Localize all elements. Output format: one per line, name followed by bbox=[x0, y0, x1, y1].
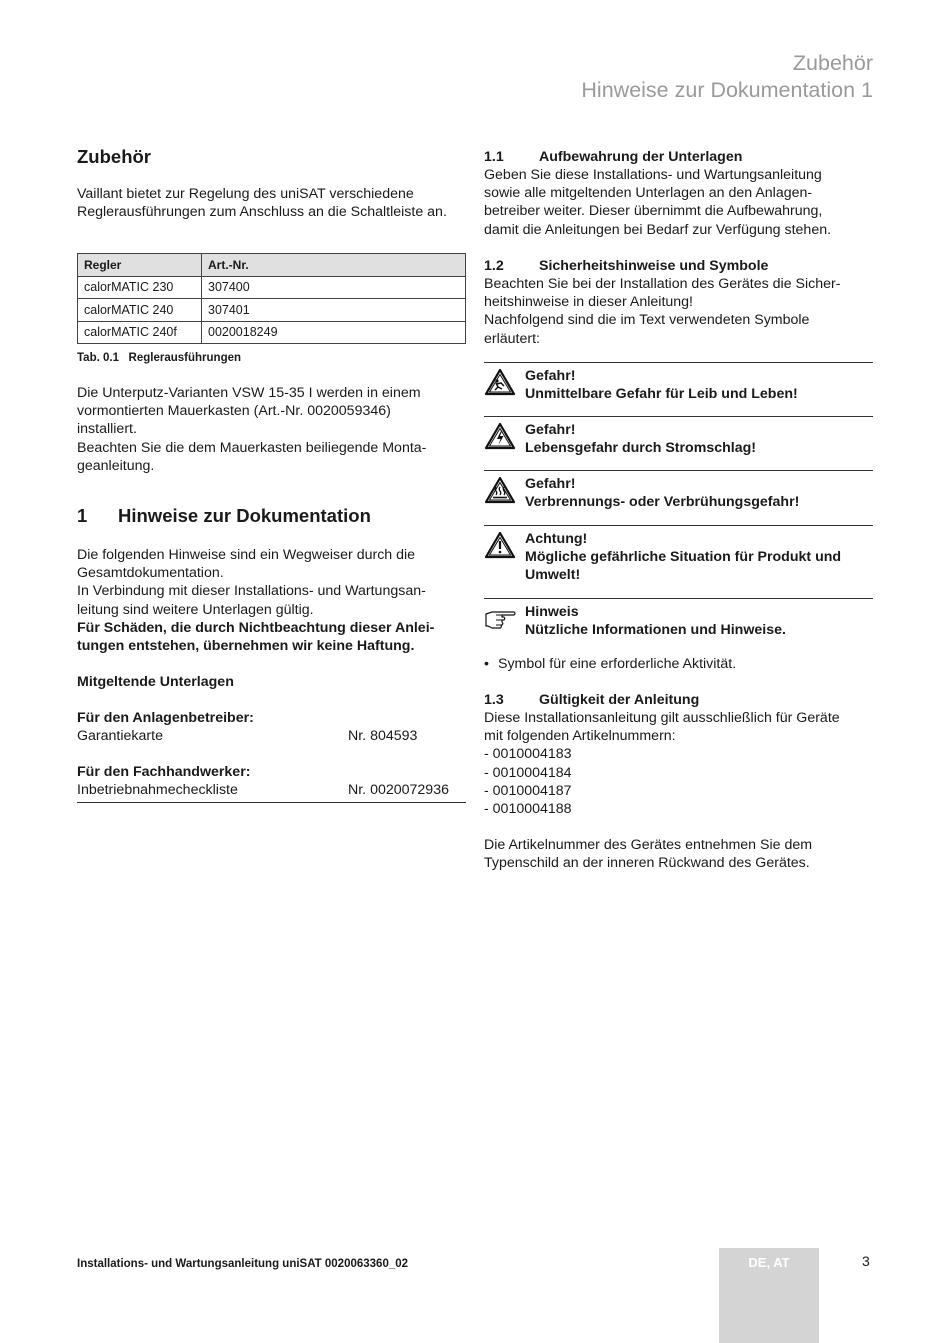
warning-message: Mögliche gefährliche Situation für Produkt und bbox=[525, 549, 842, 566]
fachhandwerker-doc-row bbox=[77, 781, 465, 799]
table-row bbox=[78, 321, 466, 344]
hot-surface-icon bbox=[484, 476, 516, 504]
doc-name: Garantiekarte bbox=[77, 728, 163, 744]
text-line: mit folgenden Artikelnummern: bbox=[484, 728, 676, 745]
text-line: damit die Anleitungen bei Bedarf zur Verfügung stehen. bbox=[484, 221, 832, 238]
table-caption: Tab. 0.1 Reglerausführungen bbox=[77, 352, 242, 364]
section-number: 1.1 bbox=[484, 149, 504, 165]
warning-block-hot bbox=[484, 470, 873, 525]
text-line: Nachfolgend sind die im Text verwendeten Symbole bbox=[484, 312, 810, 329]
table-cell: 307400 bbox=[202, 276, 466, 299]
activity-symbol-row bbox=[484, 655, 876, 673]
warning-title: Gefahr! bbox=[525, 422, 576, 438]
text-line: Geben Sie diese Installations- und Wartungsanleitung bbox=[484, 167, 822, 183]
warning-message: Verbrennungs- oder Verbrühungsgefahr! bbox=[525, 494, 800, 511]
warning-block-danger bbox=[484, 362, 873, 417]
table-header-regler: Regler bbox=[78, 254, 202, 277]
table-cell: 307401 bbox=[202, 299, 466, 322]
subsection-1-3-heading bbox=[484, 691, 876, 709]
section-1-body bbox=[77, 546, 467, 655]
subsection-1-1-heading bbox=[484, 148, 876, 166]
warning-title: Hinweis bbox=[525, 604, 579, 620]
warning-text bbox=[525, 367, 875, 403]
table-cell: calorMATIC 240 bbox=[78, 299, 202, 322]
section-title: Sicherheitshinweise und Symbole bbox=[539, 258, 769, 274]
section-title: Hinweise zur Dokumentation bbox=[118, 505, 371, 526]
text-line: Gesamtdokumentation. bbox=[77, 565, 224, 582]
warning-title: Gefahr! bbox=[525, 368, 576, 384]
fachhandwerker-heading: Für den Fachhandwerker: bbox=[77, 764, 251, 780]
text-line: geanleitung. bbox=[77, 457, 155, 474]
text-line: tungen entstehen, übernehmen wir keine Haftung. bbox=[77, 638, 415, 655]
list-item: - 0010004188 bbox=[484, 801, 572, 818]
doc-number: Nr. 0020072936 bbox=[348, 782, 449, 798]
table-cell: 0020018249 bbox=[202, 321, 466, 344]
warning-message: Nützliche Informationen und Hinweise. bbox=[525, 622, 786, 639]
divider bbox=[77, 802, 466, 803]
subsection-1-2-heading bbox=[484, 257, 876, 275]
person-hazard-icon bbox=[484, 368, 516, 396]
table-header-row bbox=[78, 254, 466, 277]
text-line: Beachten Sie die dem Mauerkasten beiliegende Monta- bbox=[77, 439, 427, 456]
table-row bbox=[78, 299, 466, 322]
mitgeltende-heading: Mitgeltende Unterlagen bbox=[77, 674, 234, 690]
page-number: 3 bbox=[862, 1253, 870, 1269]
section-1-heading bbox=[77, 507, 467, 525]
warning-title: Gefahr! bbox=[525, 476, 576, 492]
text-line: Diese Installationsanleitung gilt ausschließlich für Geräte bbox=[484, 710, 840, 726]
list-item: - 0010004183 bbox=[484, 746, 572, 763]
table-row bbox=[78, 276, 466, 299]
warning-message: Umwelt! bbox=[525, 567, 581, 584]
warning-message: Lebensgefahr durch Stromschlag! bbox=[525, 440, 756, 457]
language-tab bbox=[719, 1248, 819, 1343]
text-line: sowie alle mitgeltenden Unterlagen an den Anlagen- bbox=[484, 185, 813, 202]
warning-text bbox=[525, 421, 875, 457]
text-line: Beachten Sie bei der Installation des Gerätes die Sicher- bbox=[484, 276, 841, 292]
activity-text: Symbol für eine erforderliche Aktivität. bbox=[498, 656, 737, 672]
zubehoer-intro: Vaillant bietet zur Regelung des uniSAT verschiedene Reglerausführungen zum Anschluss an die Schaltleiste an. bbox=[77, 186, 447, 221]
section-number: 1.2 bbox=[484, 258, 504, 274]
warning-title: Achtung! bbox=[525, 531, 588, 547]
doc-name: Inbetriebnahmecheckliste bbox=[77, 782, 238, 798]
section-number: 1 bbox=[77, 505, 88, 526]
subsection-1-3-body bbox=[484, 709, 876, 818]
warning-text bbox=[525, 530, 875, 585]
subsection-1-1-body bbox=[484, 166, 876, 239]
text-line: betreiber weiter. Dieser übernimmt die Aufbewahrung, bbox=[484, 203, 823, 220]
text-line: leitung sind weitere Unterlagen gültig. bbox=[77, 601, 314, 618]
table-header-artnr: Art.-Nr. bbox=[202, 254, 466, 277]
betreiber-doc-row bbox=[77, 727, 465, 745]
section-title: Gültigkeit der Anleitung bbox=[539, 692, 700, 708]
text-line: installiert. bbox=[77, 421, 137, 438]
section-title: Aufbewahrung der Unterlagen bbox=[539, 149, 743, 165]
text-line: vormontierten Mauerkasten (Art.-Nr. 0020059346) bbox=[77, 403, 391, 420]
list-item: - 0010004184 bbox=[484, 764, 572, 781]
warning-block-caution bbox=[484, 525, 873, 598]
betreiber-heading: Für den Anlagenbetreiber: bbox=[77, 710, 254, 726]
electric-hazard-icon bbox=[484, 422, 516, 450]
text-line: Für Schäden, die durch Nichtbeachtung dieser Anlei- bbox=[77, 619, 435, 636]
table-cell: calorMATIC 240f bbox=[78, 321, 202, 344]
mauerkasten-paragraph bbox=[77, 384, 467, 475]
note-block bbox=[484, 598, 873, 653]
warning-message: Unmittelbare Gefahr für Leib und Leben! bbox=[525, 386, 798, 403]
page-header bbox=[581, 50, 873, 104]
text-line: Die Unterputz-Varianten VSW 15-35 I werden in einem bbox=[77, 385, 421, 401]
zubehoer-title: Zubehör bbox=[77, 146, 151, 167]
subsection-1-2-body bbox=[484, 275, 876, 348]
typenschild-paragraph bbox=[484, 836, 876, 872]
header-line-2: Hinweise zur Dokumentation 1 bbox=[581, 78, 873, 102]
regler-table bbox=[77, 253, 466, 344]
text-line: In Verbindung mit dieser Installations- und Wartungsan- bbox=[77, 583, 426, 600]
warning-block-electric bbox=[484, 416, 873, 471]
footer-document-title: Installations- und Wartungsanleitung uniSAT 0020063360_02 bbox=[77, 1258, 409, 1270]
list-item: - 0010004187 bbox=[484, 782, 572, 799]
section-number: 1.3 bbox=[484, 692, 504, 708]
warning-text bbox=[525, 475, 875, 511]
text-line: Die Artikelnummer des Gerätes entnehmen Sie dem bbox=[484, 837, 813, 853]
doc-number: Nr. 804593 bbox=[348, 728, 418, 744]
exclamation-warning-icon bbox=[484, 531, 516, 559]
header-line-1: Zubehör bbox=[792, 51, 873, 75]
warning-text bbox=[525, 603, 875, 639]
text-line: Die folgenden Hinweise sind ein Wegweiser durch die bbox=[77, 547, 416, 563]
table-cell: calorMATIC 230 bbox=[78, 276, 202, 299]
text-line: Typenschild an der inneren Rückwand des Gerätes. bbox=[484, 855, 810, 872]
text-line: erläutert: bbox=[484, 330, 540, 347]
pointing-hand-icon bbox=[484, 604, 516, 632]
bullet-icon: • bbox=[484, 656, 489, 672]
language-label: DE, AT bbox=[748, 1255, 790, 1270]
text-line: heitshinweise in dieser Anleitung! bbox=[484, 294, 694, 311]
